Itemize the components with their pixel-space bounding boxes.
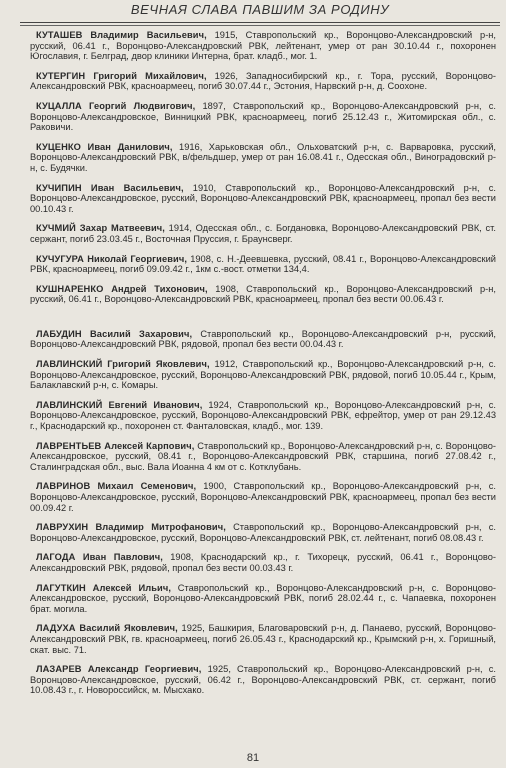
entry [30, 552, 496, 573]
page-number: 81 [246, 752, 260, 764]
entry-name: КУЧМИЙ Захар Матвеевич, [36, 223, 165, 234]
entry-text: Ставропольский кр., Воронцово-Александровский р-н, русский, Воронцово-Александровский РВК, рядовой, пропал без вести 00.04.43 г. [30, 328, 496, 350]
entry [30, 183, 496, 215]
entry-name: КУТЕРГИН Григорий Михайлович, [36, 70, 207, 81]
entry-name: ЛАЗАРЕВ Александр Георгиевич, [36, 664, 202, 675]
entry-name: КУЧИПИН Иван Васильевич, [36, 182, 184, 193]
entry [30, 441, 496, 473]
entry [30, 30, 496, 62]
entry-text: 1924, Ставропольский кр., Воронцово-Александровский р-н, с. Воронцово-Александровское, русский, Воронцово-Александровский РВК, ефрейтор, умер от ран 29.12.43 г., Краснодарский кр., похоронен ст. Фанталовская, кладб., мог. 139. [30, 399, 496, 432]
entry-name: КУЦЕНКО Иван Данилович, [36, 141, 173, 152]
entry-text: 1908, с. Н.-Деевшевка, русский, 08.41 г., Воронцово-Александровский РВК, красноармеец, погиб 09.09.42 г., 1км с.-вост. отметки 134,4. [30, 253, 496, 275]
entry [30, 71, 496, 92]
entry-name: ЛАГОДА Иван Павлович, [36, 552, 163, 563]
entry-name: КУШНАРЕНКО Андрей Тихонович, [36, 283, 208, 294]
entry-text: 1925, Ставропольский кр., Воронцово-Александровский р-н, с. Воронцово-Александровское, русский, 06.42 г., Воронцово-Александровский РВК, ст. сержант, погиб 10.08.43 г., г. Новороссийск, м. Мысхако. [30, 664, 496, 696]
entry [30, 400, 496, 432]
entry [30, 522, 496, 543]
entry-name: ЛАВЛИНСКИЙ Григорий Яковлевич, [36, 359, 210, 370]
entry-name: ЛАДУХА Василий Яковлевич, [36, 623, 178, 634]
header-rule-thin [20, 25, 500, 26]
entry-list [30, 30, 496, 696]
entry-name: КУЧУГУРА Николай Георгиевич, [36, 253, 188, 264]
entry [30, 223, 496, 244]
entry-text: 1910, Ставропольский кр., Воронцово-Александровский р-н, с. Воронцово-Александровское, русский, Воронцово-Александровский РВК, красноармеец, пропал без вести 00.10.43 г. [30, 182, 496, 214]
entry-text: 1908, Краснодарский кр., г. Тихорецк, русский, 06.41 г., Воронцово-Александровский РВК, рядовой, пропал без вести 00.03.43 г. [30, 552, 496, 573]
entry-text: 1925, Башкирия, Благоваровский р-н, д. Панаево, русский, Воронцово-Александровский РВК, гв. красноармеец, погиб 26.05.43 г., Краснодарский кр., Крымский р-н, х. Горишный, скат. выс. 71. [30, 623, 497, 655]
entry [30, 142, 496, 174]
entry [30, 583, 496, 615]
entry-name: ЛАВРЕНТЬЕВ Алексей Карпович, [36, 440, 195, 451]
entry [30, 254, 496, 275]
entry [30, 664, 496, 696]
entry-text: 1908, Ставропольский кр., Воронцово-Александровский р-н, русский, 06.41 г., Воронцово-Александровский РВК, красноармеец, пропал без вести 00.06.43 г. [30, 283, 496, 305]
header-rule [20, 22, 500, 23]
entry-name: ЛАБУДИН Василий Захарович, [36, 328, 193, 339]
entry-text: Ставропольский кр., Воронцово-Александровский р-н, с. Воронцово-Александровское, русский, Воронцово-Александровский РВК, ст. лейтенант, погиб 08.08.43 г. [30, 522, 496, 543]
entry-text: 1926, Западносибирский кр., г. Тора, русский, Воронцово-Александровский РВК, красноармеец, погиб 30.07.44 г., Эстония, Нарвский р-н, д. Соохоне. [30, 70, 496, 92]
entry-text: 1915, Ставропольский кр., Воронцово-Александровский р-н, русский, 06.41 г., Воронцово-Александровский РВК, лейтенант, умер от ран 30.10.44 г., похоронен Югославия, г. Белград, двор клиники Интерна, брат. кладб., мог. 1. [30, 30, 497, 62]
entry-name: ЛАВРИНОВ Михаил Семенович, [36, 481, 197, 492]
entry-name: ЛАГУТКИН Алексей Ильич, [36, 582, 172, 593]
entry-text: 1900, Ставропольский кр., Воронцово-Александровский р-н, с. Воронцово-Александровское, русский, Воронцово-Александровский РВК, красноармеец, пропал без вести 00.09.42 г. [30, 481, 496, 513]
entry-text: 1916, Харьковская обл., Ольховатский р-н, с. Варваровка, русский, Воронцово-Александровский РВК, в/фельдшер, умер от ран 16.08.41 г., Одесская обл., Виноградовский р-н, с. Будячки. [30, 141, 497, 173]
entry [30, 481, 496, 513]
entry [30, 359, 496, 391]
entry-name: КУЦАЛЛА Георгий Людвигович, [36, 100, 196, 111]
entry-text: Ставропольский кр., Воронцово-Александровский р-н, с. Воронцово-Александровское, русский, Воронцово-Александровский РВК, погиб 28.02.44 г., с. Чапаевка, похоронен брат. могила. [30, 582, 496, 614]
entry-text: 1914, Одесская обл., с. Богдановка, Воронцово-Александровский РВК, ст. сержант, погиб 23.03.45 г., Восточная Пруссия, г. Браунсверг. [30, 223, 496, 244]
entry [30, 101, 496, 133]
entry [30, 329, 496, 350]
entry [30, 284, 496, 305]
entry-name: ЛАВРУХИН Владимир Митрофанович, [36, 522, 226, 533]
running-header: ВЕЧНАЯ СЛАВА ПАВШИМ ЗА РОДИНУ [130, 2, 390, 17]
entry-text: Ставропольский кр., Воронцово-Александровский р-н, с. Воронцово-Александровское, русский, 08.41 г., Воронцово-Александровский РВК, старшина, погиб 27.08.42 г., Сталинградская обл., выс. Вала Иоанна 4 км от с. Котклубань. [30, 440, 497, 472]
entry [30, 623, 496, 655]
entry-text: 1897, Ставропольский кр., Воронцово-Александровский р-н, с. Воронцово-Александровское, Винницкий РВК, красноармеец, погиб 25.12.43 г., Житомирская обл., с. Раковичи. [30, 100, 496, 133]
entry-name: ЛАВЛИНСКИЙ Евгений Иванович, [36, 399, 203, 410]
entry-text: 1912, Ставропольский кр., Воронцово-Александровский р-н, с. Воронцово-Александровское, русский, Воронцово-Александровский РВК, рядовой, погиб 10.05.44 г., Крым, Балаклавский р-н, с. Комары. [30, 359, 496, 391]
entry-name: КУТАШЕВ Владимир Васильевич, [36, 30, 207, 40]
